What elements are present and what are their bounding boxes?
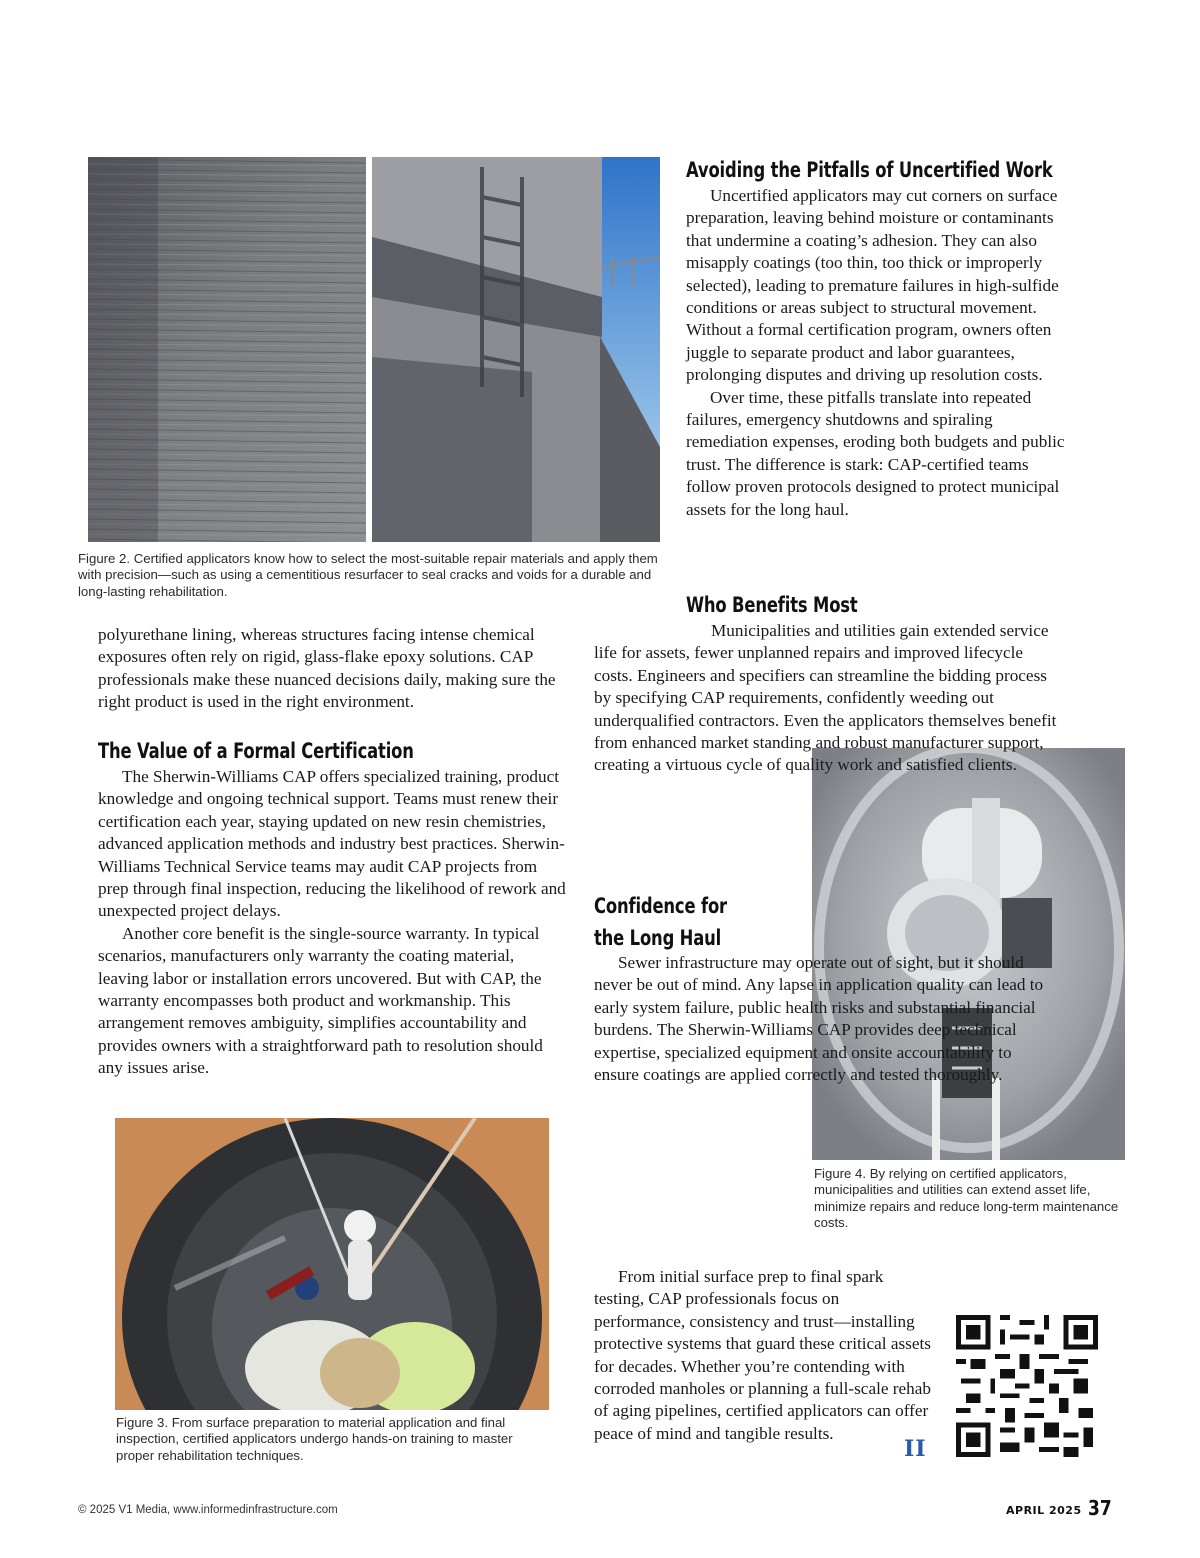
figure2-caption: Figure 2. Certified applicators know how to select the most-suitable repair materials and apply them with precision—such as using a cementitious resurfacer to seal cracks and voids for a durable and long-lasting rehabilitation. <box>78 551 658 599</box>
paragraph: Another core benefit is the single-source warranty. In typical scenarios, manufacturers only warranty the coating material, leaving labor or installation errors uncovered. But with CAP, the warranty encompasses both product and workmanship. This arrangement removes ambiguity, simplifies accountability and provides owners with a straightforward path to resolution should any issues arise. <box>98 923 543 1078</box>
paragraph: From initial surface prep to final spark testing, CAP professionals focus on performance, consistency and trust—installing protective systems that guard these critical assets for decades. Whether you’re contending with corroded manholes or planning a full-scale rehab of aging pipelines, certified applicators can offer peace of mind and tangible results. <box>594 1267 931 1443</box>
figure2-photo-right <box>372 157 660 542</box>
footer-issue-date: APRIL 2025 <box>1006 1504 1082 1517</box>
paragraph: Uncertified applicators may cut corners on surface preparation, leaving behind moisture or contaminants that undermine a coating’s adhesion. They can also misapply coatings (too thin, too thick or improperly selected), leading to premature failures in high-sulfide conditions or areas subject to structural movement. Without a formal certification program, owners often juggle to separate product and labor guarantees, prolonging disputes and driving up resolution costs. <box>686 186 1059 385</box>
section-benefits-body <box>594 620 1064 777</box>
continued-paragraph: polyurethane lining, whereas structures facing intense chemical exposures often rely on rigid, glass-flake epoxy solutions. CAP professionals make these nuanced decisions daily, making sure the right product is used in the right environment. <box>98 625 556 712</box>
section-confidence-body-2 <box>594 1266 934 1445</box>
paragraph: The Sherwin-Williams CAP offers specialized training, product knowledge and ongoing technical support. Teams must renew their certification each year, staying updated on new resin chemistries, advanced application methods and industry best practices. Sherwin-Williams Technical Service teams may audit CAP projects from prep through final inspection, reducing the likelihood of rework and unexpected project delays. <box>98 767 566 921</box>
paragraph: Sewer infrastructure may operate out of sight, but it should never be out of mind. Any lapse in application quality can lead to early system failure, public health risks and substantial financial burdens. The Sherwin-Williams CAP provides deep technical expertise, specialized equipment and onsite accountability to ensure coatings are applied correctly and tested thoroughly. <box>594 953 1044 1085</box>
figure3-photo <box>115 1118 549 1410</box>
heading-who-benefits-most: Who Benefits Most <box>686 593 858 617</box>
figure2-photo-left <box>88 157 366 542</box>
end-of-article-mark: II <box>904 1436 927 1462</box>
paragraph: Over time, these pitfalls translate into repeated failures, emergency shutdowns and spiraling remediation expenses, eroding both budgets and public trust. The difference is stark: CAP-certified teams follow proven protocols designed to protect municipal assets for the long haul. <box>686 387 1065 519</box>
paragraph: Municipalities and utilities gain extended service life for assets, fewer unplanned repairs and improved lifecycle costs. Engineers and specifiers can streamline the bidding process by specifying CAP requirements, confidently weeding out underqualified contractors. Even the applicators themselves benefit from enhanced market standing and robust manufacturer support, creating a virtuous cycle of quality work and satisfied clients. <box>594 621 1057 775</box>
left-column-continued-paragraph <box>98 624 568 714</box>
figure3-caption: Figure 3. From surface preparation to material application and final inspection, certified applicators undergo hands-on training to master proper rehabilitation techniques. <box>116 1415 513 1463</box>
heading-value-formal-certification: The Value of a Formal Certification <box>98 739 414 763</box>
section-confidence-body-1 <box>594 952 1054 1086</box>
figure4-caption: Figure 4. By relying on certified applicators, municipalities and utilities can extend asset life, minimize repairs and reduce long-term maintenance costs. <box>814 1166 1119 1231</box>
section-pitfalls-body <box>686 185 1066 521</box>
heading-confidence-line2: the Long Haul <box>594 926 722 950</box>
heading-confidence-line1: Confidence for <box>594 894 727 918</box>
heading-avoiding-pitfalls: Avoiding the Pitfalls of Uncertified Work <box>686 158 1053 182</box>
footer-page-number: 37 <box>1088 1496 1112 1520</box>
footer-copyright: © 2025 V1 Media, www.informedinfrastructure.com <box>78 1504 338 1516</box>
section-value-body <box>98 766 568 1080</box>
qr-code-icon[interactable] <box>956 1315 1098 1457</box>
